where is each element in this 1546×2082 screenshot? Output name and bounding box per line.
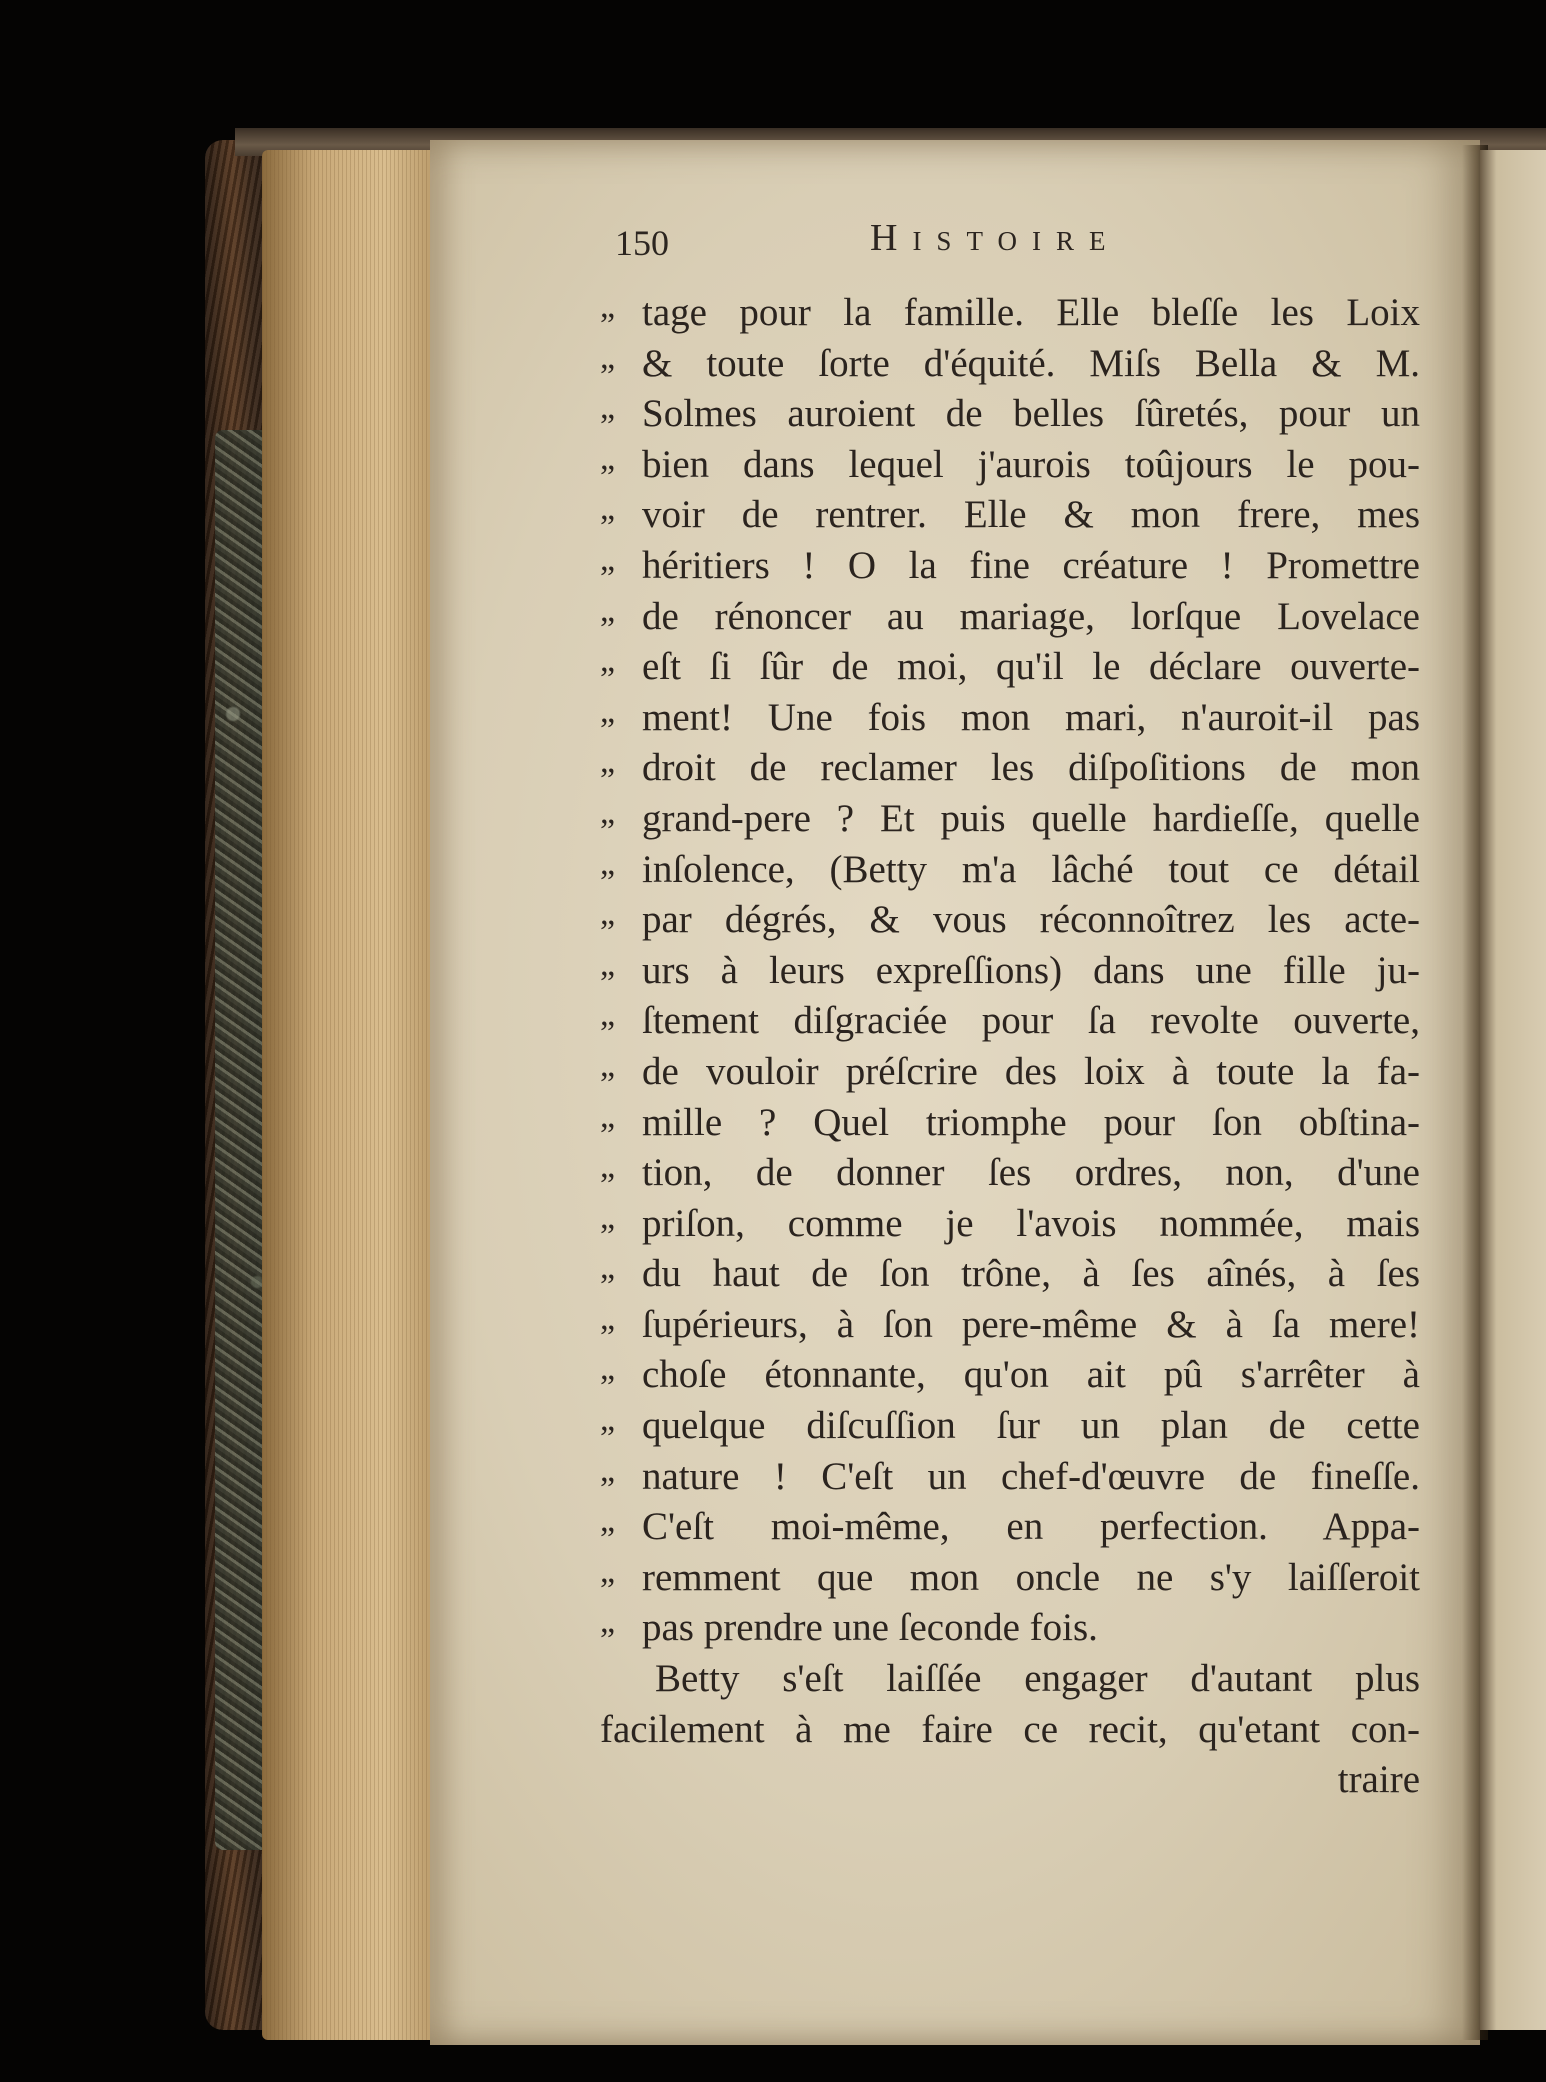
text-line: facilement à me faire ce recit, qu'etant con- <box>600 1707 1420 1751</box>
page-fore-edge <box>262 150 437 2040</box>
body-text <box>600 288 1420 1806</box>
text-line: „ pas prendre une ſeconde fois. <box>600 1603 1420 1654</box>
text-line: „ urs à leurs expreſſions) dans une fille ju- <box>600 946 1420 997</box>
text-line: „ eſt ſi ſûr de moi, qu'il le déclare ouverte- <box>600 642 1420 693</box>
text-line: „ choſe étonnante, qu'on ait pû s'arrêter à <box>600 1350 1420 1401</box>
text-line: „ C'eſt moi-même, en perfection. Appa- <box>600 1502 1420 1553</box>
running-head-title: Histoire <box>870 217 1121 259</box>
text-line: „ remment que mon oncle ne s'y laiſſeroit <box>600 1553 1420 1604</box>
text-line: „ tage pour la famille. Elle bleſſe les Loix <box>600 288 1420 339</box>
text-line: „ bien dans lequel j'aurois toûjours le pou- <box>600 440 1420 491</box>
text-line: Betty s'eſt laiſſée engager d'autant plus <box>655 1657 1420 1701</box>
page-number: 150 <box>615 223 669 263</box>
text-line: „ ſtement diſgraciée pour ſa revolte ouverte, <box>600 996 1420 1047</box>
text-line: „ du haut de ſon trône, à ſes aînés, à ſes <box>600 1249 1420 1300</box>
text-line: „ par dégrés, & vous réconnoîtrez les acte- <box>600 895 1420 946</box>
text-line: „ quelque diſcuſſion ſur un plan de cette <box>600 1401 1420 1452</box>
text-line: „ ſupérieurs, à ſon pere-même & à ſa mere! <box>600 1300 1420 1351</box>
text-line: „ héritiers ! O la fine créature ! Promettre <box>600 541 1420 592</box>
text-line: „ de rénoncer au mariage, lorſque Lovelace <box>600 592 1420 643</box>
catchword: traire <box>1337 1758 1420 1802</box>
text-line: „ & toute ſorte d'équité. Miſs Bella & M. <box>600 339 1420 390</box>
text-line: „ Solmes auroient de belles ſûretés, pour un <box>600 389 1420 440</box>
text-line: „ mille ? Quel triomphe pour ſon obſtina- <box>600 1098 1420 1149</box>
text-line: „ inſolence, (Betty m'a lâché tout ce détail <box>600 845 1420 896</box>
text-line: „ tion, de donner ſes ordres, non, d'une <box>600 1148 1420 1199</box>
text-line: „ nature ! C'eſt un chef-d'œuvre de fineſſe. <box>600 1452 1420 1503</box>
facing-page-edge <box>1480 150 1546 2030</box>
text-line: „ droit de reclamer les diſpoſitions de mon <box>600 743 1420 794</box>
text-line: „ grand-pere ? Et puis quelle hardieſſe, quelle <box>600 794 1420 845</box>
text-line: „ ment! Une fois mon mari, n'auroit-il pas <box>600 693 1420 744</box>
text-line: „ priſon, comme je l'avois nommée, mais <box>600 1199 1420 1250</box>
text-line: „ voir de rentrer. Elle & mon frere, mes <box>600 490 1420 541</box>
text-line: „ de vouloir préſcrire des loix à toute la fa- <box>600 1047 1420 1098</box>
